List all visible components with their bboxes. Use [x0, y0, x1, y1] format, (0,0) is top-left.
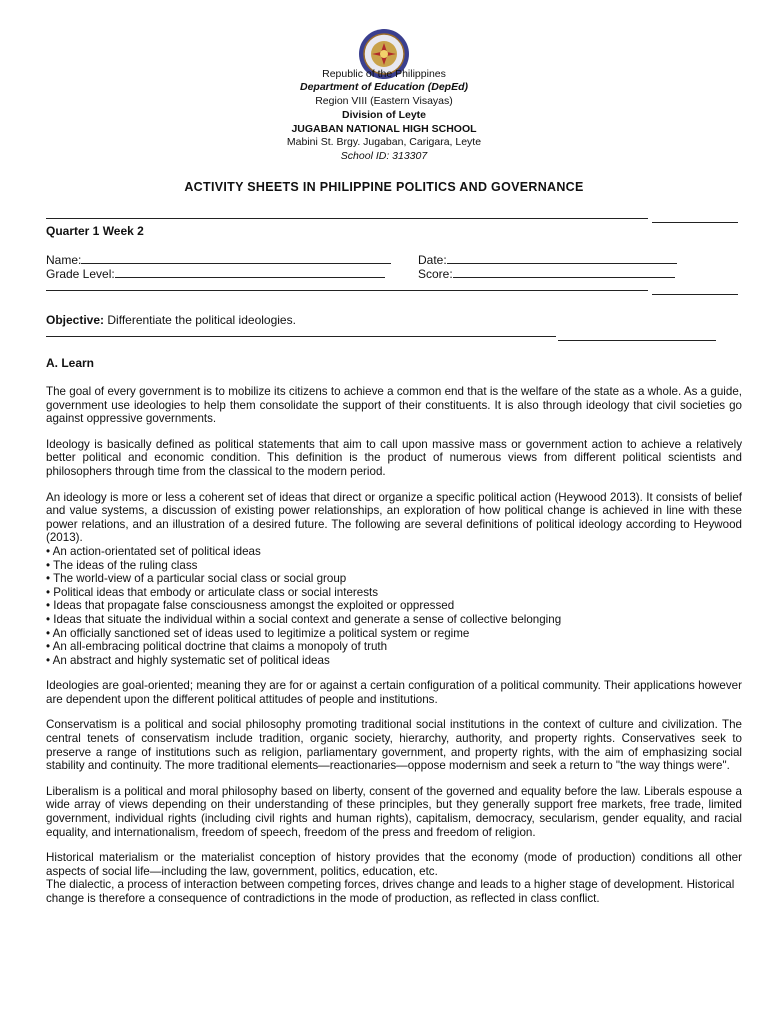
paragraph: Liberalism is a political and moral philosophy based on liberty, consent of the governed and equality before the law. Liberals espouse a wide array of views depending on their understanding of these principles, but they generally support free markets, free trade, limited government, individual rights (including civil rights and human rights), capitalism, democracy, secularism, gender equality, and racial equality, and internationalism, freedom of speech, freedom of the press and freedom of religion.	[46, 784, 742, 839]
paragraph: Ideologies are goal-oriented; meaning they are for or against a certain configuration of a political community. Their applications however are dependent upon the different political attitudes of people and institutions.	[46, 679, 742, 706]
header-division: Division of Leyte	[341, 109, 426, 121]
definition-list	[46, 545, 742, 667]
divider	[558, 340, 716, 341]
page-title: ACTIVITY SHEETS IN PHILIPPINE POLITICS AND GOVERNANCE	[184, 180, 584, 194]
learn-body	[46, 385, 742, 906]
divider	[46, 218, 648, 219]
list-item: • Political ideas that embody or articulate class or social interests	[46, 585, 379, 599]
list-item: • Ideas that propagate false consciousness amongst the exploited or oppressed	[46, 599, 455, 613]
paragraph: The goal of every government is to mobilize its citizens to achieve a common end that is the welfare of the state as a whole. As a guide, government use ideologies to help them consolidate the support of their constituents. It is also through ideology that civil societies go against oppressive governments.	[46, 385, 742, 426]
list-item: • An action-orientated set of political ideas	[46, 544, 261, 558]
grade-level-field[interactable]	[46, 266, 385, 281]
score-field[interactable]	[418, 266, 675, 281]
divider	[46, 290, 648, 291]
paragraph: An ideology is more or less a coherent set of ideas that direct or organize a specific political action (Heywood 2013). It consists of belief and value systems, a discussion of existing power relationships, an exploration of how political change is achieved in line with these power relations, and an illustration of a desired future. The following are several definitions of political ideology according to Heywood (2013).	[46, 490, 742, 545]
divider	[652, 222, 738, 223]
date-label: Date:	[418, 253, 447, 267]
name-label: Name:	[46, 253, 82, 267]
header-deped: Department of Education (DepEd)	[299, 81, 468, 93]
header-school: JUGABAN NATIONAL HIGH SCHOOL	[291, 123, 477, 135]
name-blank[interactable]	[81, 252, 391, 264]
date-blank[interactable]	[447, 252, 677, 264]
list-item: • The ideas of the ruling class	[46, 558, 198, 572]
divider	[652, 294, 738, 295]
list-item: • Ideas that situate the individual within a social context and generate a sense of collective belonging	[46, 612, 562, 626]
score-blank[interactable]	[453, 266, 675, 278]
score-label: Score:	[418, 267, 453, 281]
section-heading: A. Learn	[46, 356, 95, 370]
list-item: • An all-embracing political doctrine that claims a monopoly of truth	[46, 640, 388, 654]
quarter-label: Quarter 1 Week 2	[46, 224, 144, 238]
objective-label: Objective:	[46, 313, 105, 327]
header-region: Region VIII (Eastern Visayas)	[315, 95, 453, 107]
header-school-id: School ID: 313307	[340, 150, 428, 162]
paragraph: Historical materialism or the materialist conception of history provides that the economy (mode of production) conditions all other aspects of social life—including the law, government, politics, education, etc.	[46, 851, 742, 878]
objective	[46, 313, 296, 327]
header-address: Mabini St. Brgy. Jugaban, Carigara, Leyte	[286, 136, 482, 148]
list-item: • An abstract and highly systematic set of political ideas	[46, 653, 330, 667]
header-republic: Republic of the Philippines	[322, 68, 446, 80]
paragraph: The dialectic, a process of interaction between competing forces, drives change and leads to a higher stage of development. Historical change is therefore a consequence of contradictions in the mode of production, as reflected in class conflict.	[46, 878, 735, 905]
list-item: • An officially sanctioned set of ideas used to legitimize a political system or regime	[46, 626, 470, 640]
paragraph: Conservatism is a political and social philosophy promoting traditional social institutions in the context of culture and civilization. The central tenets of conservatism include tradition, organic society, hierarchy, authority, and property rights. Conservatives seek to preserve a range of institutions such as religion, parliamentary government, and property rights, with the aim of emphasizing social stability and continuity. The more traditional elements—reactionaries—oppose modernism and seek a return to "the way things were".	[46, 718, 742, 773]
name-field[interactable]	[46, 252, 391, 267]
paragraph: Ideology is basically defined as political statements that aim to call upon massive mass or government action to achieve a relatively better political and economic condition. This definition is the product of numerous views from different political scientists and philosophers through time from the classical to the modern period.	[46, 437, 742, 478]
objective-text: Differentiate the political ideologies.	[104, 313, 296, 327]
grade-level-label: Grade Level:	[46, 267, 115, 281]
list-item: • The world-view of a particular social class or social group	[46, 572, 347, 586]
divider	[46, 336, 556, 337]
date-field[interactable]	[418, 252, 677, 267]
grade-level-blank[interactable]	[115, 266, 385, 278]
